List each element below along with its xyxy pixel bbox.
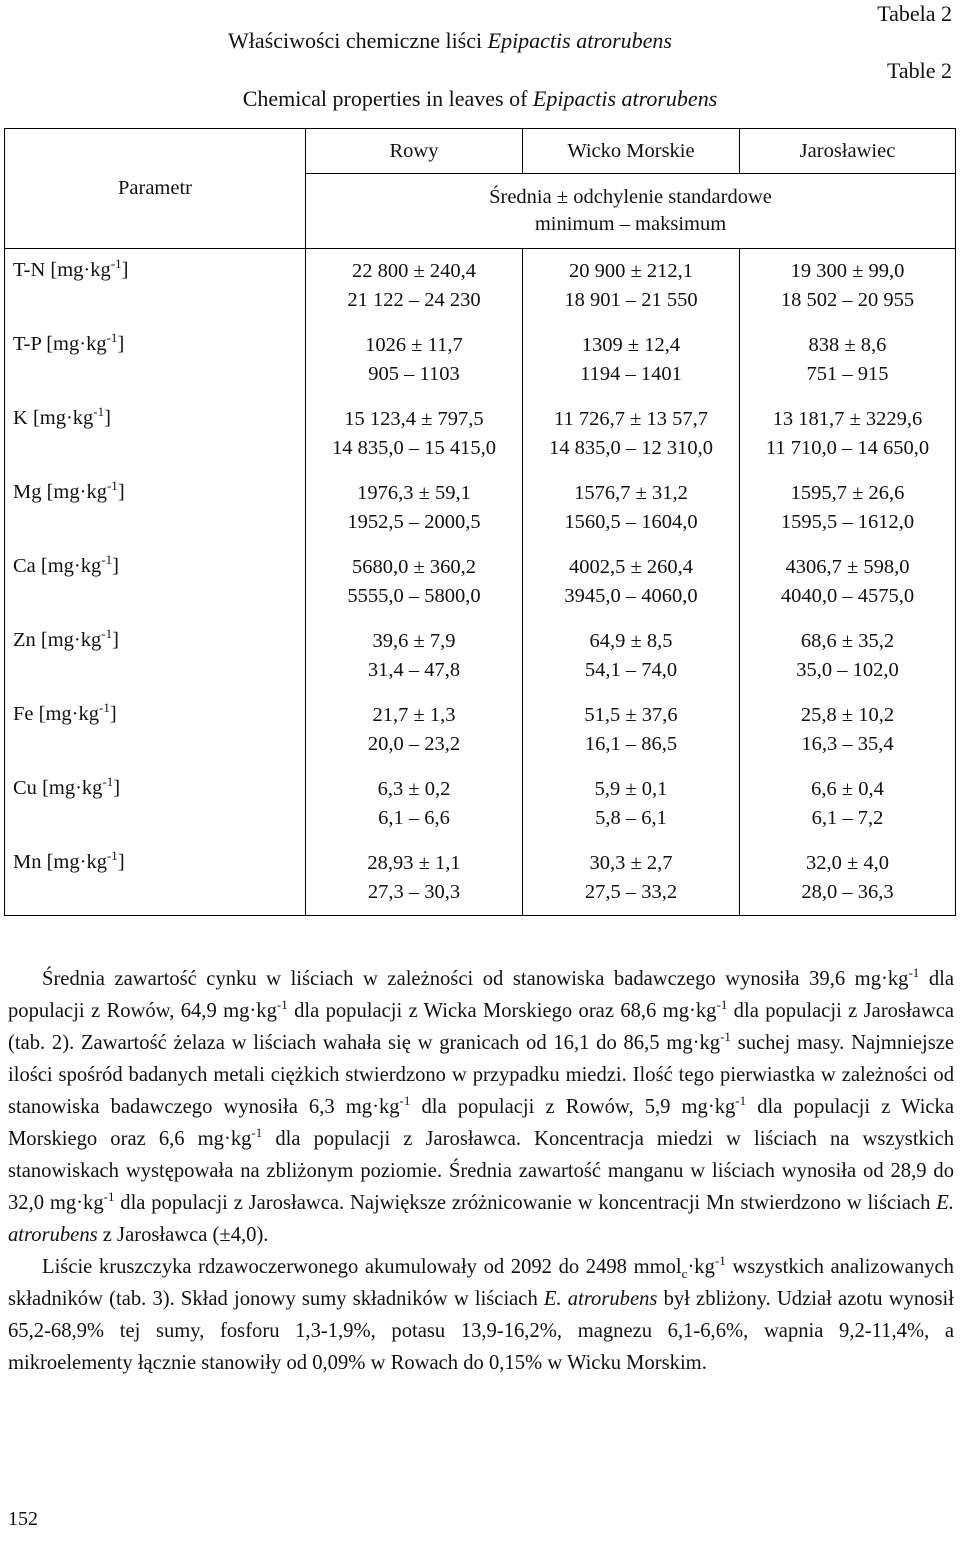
mean-sd: 39,6 ± 7,9 bbox=[372, 630, 456, 652]
mean-sd: 838 ± 8,6 bbox=[808, 334, 887, 356]
site-header-jaroslawiec: Jarosławiec bbox=[739, 129, 955, 174]
mean-sd: 1309 ± 12,4 bbox=[581, 334, 681, 356]
value-cell bbox=[522, 249, 739, 324]
param-unit: [mg·kg bbox=[41, 333, 107, 355]
value-cell bbox=[522, 323, 739, 397]
mean-sd: 22 800 ± 240,4 bbox=[351, 260, 476, 282]
mean-sd: 19 300 ± 99,0 bbox=[790, 260, 905, 282]
param-unit-bracket: ] bbox=[112, 555, 119, 577]
min-max: 18 901 – 21 550 bbox=[564, 289, 698, 311]
min-max: 27,5 – 33,2 bbox=[584, 881, 678, 903]
min-max: 6,1 – 6,6 bbox=[378, 807, 450, 829]
param-unit: [mg·kg bbox=[45, 259, 111, 281]
mean-sd: 1576,7 ± 31,2 bbox=[574, 482, 688, 504]
min-max: 5555,0 – 5800,0 bbox=[347, 585, 481, 607]
mean-sd: 51,5 ± 37,6 bbox=[584, 704, 678, 726]
min-max: 21 122 – 24 230 bbox=[347, 289, 481, 311]
stat-header bbox=[306, 174, 956, 249]
mean-sd: 6,6 ± 0,4 bbox=[811, 778, 884, 800]
param-name: Mn bbox=[13, 851, 42, 873]
value-cell bbox=[739, 545, 955, 619]
min-max: 3945,0 – 4060,0 bbox=[564, 585, 698, 607]
title-en-text: Chemical properties in leaves of bbox=[242, 86, 533, 111]
mean-sd: 5,9 ± 0,1 bbox=[594, 778, 668, 800]
table-label-pl: Tabela 2 bbox=[877, 1, 952, 26]
min-max: 14 835,0 – 15 415,0 bbox=[331, 437, 496, 459]
min-max: 20,0 – 23,2 bbox=[367, 733, 461, 755]
value-cell bbox=[522, 693, 739, 767]
value-cell bbox=[739, 323, 955, 397]
param-unit: [mg·kg bbox=[36, 777, 103, 799]
param-cell bbox=[5, 471, 306, 545]
param-unit-exponent: -1 bbox=[102, 774, 114, 790]
param-cell bbox=[5, 545, 306, 619]
min-max: 1560,5 – 1604,0 bbox=[564, 511, 698, 533]
min-max: 751 – 915 bbox=[806, 363, 889, 385]
mean-sd: 4306,7 ± 598,0 bbox=[785, 556, 910, 578]
mean-sd: 1976,3 ± 59,1 bbox=[357, 482, 471, 504]
paragraph-ionic-composition: Liście kruszczyka rdzawoczerwonego akumulowały od 2092 do 2498 $mmol_c\cdot kg^{-1}$ wszystkich analizowanych składników (tab. 3). Skład jonowy sumy składników w liściach E. atrorubens był zbliżony. Udział azotu wynosił 65,2-68,9% tej sumy, fosforu 1,3-1,9%, potasu 13,9-16,2%, magnezu 6,1-6,6%, wapnia 9,2-11,4%, a mikroelementy łącznie stanowiły od 0,09% w Rowach do 0,15% w Wicku Morskim. bbox=[8, 1253, 954, 1374]
param-unit: [mg·kg bbox=[35, 629, 102, 651]
min-max: 905 – 1103 bbox=[368, 363, 460, 385]
table-row bbox=[5, 767, 956, 841]
param-name: K bbox=[13, 407, 28, 429]
value-cell bbox=[739, 471, 955, 545]
mean-sd: 11 726,7 ± 13 57,7 bbox=[553, 408, 708, 430]
table-row bbox=[5, 249, 956, 324]
min-max: 14 835,0 – 12 310,0 bbox=[548, 437, 713, 459]
value-cell bbox=[522, 545, 739, 619]
param-name: Ca bbox=[13, 555, 36, 577]
stat-header-line2: minimum – maksimum bbox=[534, 213, 727, 235]
mean-sd: 25,8 ± 10,2 bbox=[800, 704, 895, 726]
min-max: 11 710,0 – 14 650,0 bbox=[765, 437, 930, 459]
param-unit-exponent: -1 bbox=[106, 330, 118, 346]
stat-header-line1: Średnia ± odchylenie standardowe bbox=[489, 186, 772, 208]
min-max: 1952,5 – 2000,5 bbox=[347, 511, 481, 533]
param-unit-exponent: -1 bbox=[101, 626, 113, 642]
param-unit-bracket: ] bbox=[104, 407, 111, 429]
min-max: 6,1 – 7,2 bbox=[811, 807, 884, 829]
mean-sd: 64,9 ± 8,5 bbox=[589, 630, 673, 652]
param-name: T-P bbox=[13, 333, 42, 355]
min-max: 18 502 – 20 955 bbox=[780, 289, 915, 311]
param-unit: [mg·kg bbox=[27, 407, 94, 429]
param-name: Fe bbox=[13, 703, 34, 725]
value-cell bbox=[306, 545, 523, 619]
param-name: Cu bbox=[13, 777, 37, 799]
mean-sd: 1026 ± 11,7 bbox=[365, 334, 463, 356]
table-row bbox=[5, 471, 956, 545]
site-header-rowy: Rowy bbox=[306, 129, 523, 174]
min-max: 1595,5 – 1612,0 bbox=[780, 511, 915, 533]
param-unit-bracket: ] bbox=[121, 259, 129, 281]
param-cell bbox=[5, 619, 306, 693]
value-cell bbox=[306, 693, 523, 767]
min-max: 4040,0 – 4575,0 bbox=[780, 585, 915, 607]
min-max: 16,1 – 86,5 bbox=[584, 733, 678, 755]
site-header-wicko-morskie: Wicko Morskie bbox=[522, 129, 739, 174]
min-max: 31,4 – 47,8 bbox=[367, 659, 461, 681]
param-cell bbox=[5, 767, 306, 841]
param-cell bbox=[5, 841, 306, 916]
mean-sd: 30,3 ± 2,7 bbox=[589, 852, 673, 874]
min-max: 35,0 – 102,0 bbox=[796, 659, 899, 681]
param-unit-bracket: ] bbox=[112, 629, 119, 651]
param-unit-bracket: ] bbox=[117, 481, 125, 503]
mean-sd: 15 123,4 ± 797,5 bbox=[344, 408, 484, 430]
value-cell bbox=[306, 619, 523, 693]
table-body bbox=[5, 249, 956, 916]
table-row bbox=[5, 545, 956, 619]
table-row bbox=[5, 397, 956, 471]
param-unit-exponent: -1 bbox=[110, 256, 122, 272]
param-cell bbox=[5, 397, 306, 471]
value-cell bbox=[306, 249, 523, 324]
mean-sd: 68,6 ± 35,2 bbox=[800, 630, 895, 652]
table-row bbox=[5, 841, 956, 916]
param-unit-exponent: -1 bbox=[101, 552, 113, 568]
table-row bbox=[5, 323, 956, 397]
table-row bbox=[5, 693, 956, 767]
min-max: 54,1 – 74,0 bbox=[584, 659, 678, 681]
value-cell bbox=[306, 397, 523, 471]
min-max: 1194 – 1401 bbox=[580, 363, 682, 385]
value-cell bbox=[306, 767, 523, 841]
param-name: T-N bbox=[13, 259, 46, 281]
value-cell bbox=[522, 619, 739, 693]
mean-sd: 13 181,7 ± 3229,6 bbox=[772, 408, 923, 430]
value-cell bbox=[739, 619, 955, 693]
param-name: Zn bbox=[13, 629, 36, 651]
mean-sd: 32,0 ± 4,0 bbox=[805, 852, 889, 874]
value-cell bbox=[739, 767, 955, 841]
mean-sd: 28,93 ± 1,1 bbox=[367, 852, 461, 874]
min-max: 28,0 – 36,3 bbox=[801, 881, 894, 903]
param-unit-exponent: -1 bbox=[98, 700, 110, 716]
value-cell bbox=[306, 323, 523, 397]
paragraph-zinc-iron-copper-manganese: Średnia zawartość cynku w liściach w zależności od stanowiska badawczego wynosiła 39,6 $mg\cdot kg^{-1}$ dla populacji z Rowów, 64,9 $mg\cdot kg^{-1}$ dla populacji z Wicka Morskiego oraz 68,6 $mg\cdot kg^{-1}$ dla populacji z Jarosławca (tab. 2). Zawartość żelaza w liściach wahała się w granicach od 16,1 do 86,5 $mg\cdot kg^{-1}$ suchej masy. Najmniejsze ilości spośród badanych metali ciężkich stwierdzono w przypadku miedzi. Ilość tego pierwiastka w zależności od stanowiska badawczego wynosiła 6,3 $mg\cdot kg^{-1}$ dla populacji z Rowów, 5,9 $mg\cdot kg^{-1}$ dla populacji z Wicka Morskiego oraz 6,6 $mg\cdot kg^{-1}$ dla populacji z Jarosławca. Koncentracja miedzi w liściach na wszystkich stanowiskach występowała na zbliżonym poziomie. Średnia zawartość manganu w liściach wynosiła od 28,9 do 32,0 $mg\cdot kg^{-1}$ dla populacji z Jarosławca. Największe zróżnicowanie w koncentracji Mn stwierdzono w liściach E. atrorubens z Jarosławca (±4,0). bbox=[8, 965, 955, 1246]
value-cell bbox=[522, 397, 739, 471]
param-name: Mg bbox=[13, 481, 42, 503]
mean-sd: 4002,5 ± 260,4 bbox=[568, 556, 693, 578]
table-row bbox=[5, 619, 956, 693]
param-unit: [mg·kg bbox=[41, 481, 107, 503]
value-cell bbox=[306, 841, 523, 916]
param-header: Parametr bbox=[5, 129, 306, 249]
page-number: 152 bbox=[8, 1508, 38, 1530]
table-label-en: Table 2 bbox=[886, 58, 952, 83]
species-name: Epipactis atrorubens bbox=[532, 86, 718, 111]
mean-sd: 6,3 ± 0,2 bbox=[377, 778, 451, 800]
param-unit-exponent: -1 bbox=[93, 404, 105, 420]
param-unit-bracket: ] bbox=[117, 851, 125, 873]
value-cell bbox=[739, 397, 955, 471]
mean-sd: 5680,0 ± 360,2 bbox=[351, 556, 476, 578]
param-unit-exponent: -1 bbox=[106, 848, 118, 864]
title-pl-text: Właściwości chemiczne liści bbox=[228, 28, 488, 53]
mean-sd: 20 900 ± 212,1 bbox=[568, 260, 693, 282]
body-text bbox=[8, 963, 954, 1379]
param-unit-exponent: -1 bbox=[106, 478, 118, 494]
value-cell bbox=[306, 471, 523, 545]
min-max: 16,3 – 35,4 bbox=[801, 733, 894, 755]
value-cell bbox=[739, 841, 955, 916]
species-name: Epipactis atrorubens bbox=[487, 28, 672, 53]
value-cell bbox=[739, 693, 955, 767]
chemical-properties-table bbox=[4, 128, 956, 916]
param-cell bbox=[5, 323, 306, 397]
table-title-pl bbox=[0, 28, 960, 54]
table-title-en bbox=[0, 86, 960, 112]
value-cell bbox=[522, 841, 739, 916]
param-cell bbox=[5, 693, 306, 767]
value-cell bbox=[522, 471, 739, 545]
param-unit-bracket: ] bbox=[113, 777, 121, 799]
param-unit: [mg·kg bbox=[35, 555, 102, 577]
value-cell bbox=[522, 767, 739, 841]
param-unit: [mg·kg bbox=[33, 703, 99, 725]
param-unit: [mg·kg bbox=[41, 851, 107, 873]
param-unit-bracket: ] bbox=[109, 703, 117, 725]
min-max: 27,3 – 30,3 bbox=[367, 881, 461, 903]
mean-sd: 1595,7 ± 26,6 bbox=[790, 482, 905, 504]
value-cell bbox=[739, 249, 955, 324]
param-unit-bracket: ] bbox=[117, 333, 125, 355]
mean-sd: 21,7 ± 1,3 bbox=[372, 704, 456, 726]
min-max: 5,8 – 6,1 bbox=[595, 807, 667, 829]
param-cell bbox=[5, 249, 306, 324]
